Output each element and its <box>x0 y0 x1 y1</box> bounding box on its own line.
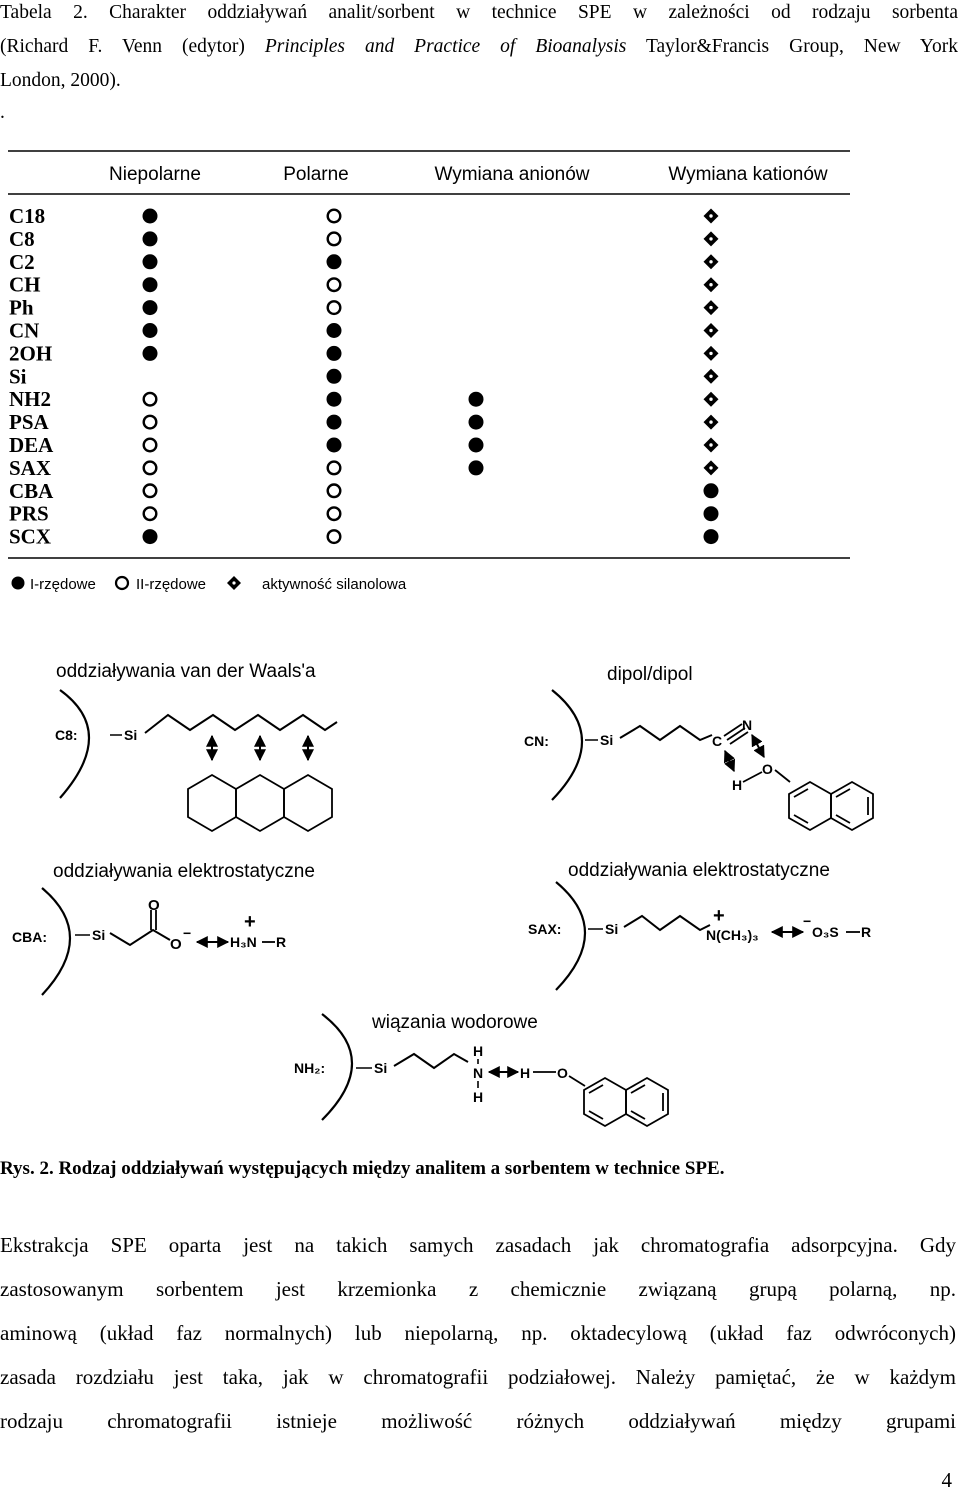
hbond-h-bottom: H <box>473 1089 484 1105</box>
primary-interaction-icon <box>143 209 158 224</box>
primary-interaction-icon <box>469 460 484 475</box>
silanol-icon-center <box>709 375 712 378</box>
dipole-si: Si <box>600 732 614 748</box>
row-label: SCX <box>9 524 52 549</box>
hbond-label: NH₂: <box>294 1060 326 1076</box>
caption-source-suffix: Taylor&Francis Group, New York <box>626 36 958 57</box>
dipole-chain <box>620 726 712 740</box>
electro-right-title: oddziaływania elektrostatyczne <box>568 860 830 881</box>
dipole-n: N <box>742 717 753 733</box>
primary-interaction-icon <box>469 415 484 430</box>
primary-interaction-icon <box>143 231 158 246</box>
secondary-interaction-icon <box>328 530 341 543</box>
table-caption-line-1: Tabela 2. Charakter oddziaływań analit/sorbent w technice SPE w zależności od rodzaju sorbenta <box>0 2 958 23</box>
vdw-anthracene-analyte <box>188 775 332 831</box>
column-header-niepolarne: Niepolarne <box>109 164 201 185</box>
hbond-h-mid: H <box>520 1065 531 1081</box>
silanol-icon-center <box>709 306 712 309</box>
electro-right-minus: − <box>803 913 812 929</box>
table-caption-line-3: London, 2000). <box>0 70 121 91</box>
secondary-interaction-icon <box>144 485 157 498</box>
electro-left-r: R <box>276 934 287 950</box>
vdw-title: oddziaływania van der Waals'a <box>56 661 316 682</box>
row-label: SAX <box>9 455 52 480</box>
silanol-icon-center <box>709 466 712 469</box>
electro-left-minus: − <box>183 925 192 941</box>
electro-left-si: Si <box>92 927 106 943</box>
row-label: CN <box>9 318 40 343</box>
primary-interaction-icon <box>704 483 719 498</box>
row-label: Si <box>9 364 27 389</box>
electro-right-plus: + <box>713 905 725 927</box>
primary-interaction-icon <box>327 369 342 384</box>
body-line-2: zastosowanym sorbentem jest krzemionka z chemicznie związaną grupą polarną, np. <box>0 1277 956 1301</box>
dipole-title: dipol/dipol <box>607 664 693 685</box>
figure-caption: Rys. 2. Rodzaj oddziaływań występujących między analitem a sorbentem w technice SPE. <box>0 1158 725 1179</box>
silanol-icon-center <box>709 443 712 446</box>
diagram-hbond <box>294 1012 668 1126</box>
legend-filled-circle-icon <box>12 577 25 590</box>
primary-interaction-icon <box>143 300 158 315</box>
legend-silanol-label: aktywność silanolowa <box>262 576 407 593</box>
body-line-5: rodzaju chromatografii istnieje możliwość różnych oddziaływań między grupami <box>0 1409 956 1433</box>
body-line-3: aminową (układ faz normalnych) lub niepolarną, np. oktadecylową (układ faz odwróconych) <box>0 1321 956 1345</box>
dipole-naphthol-analyte <box>789 782 873 830</box>
column-header-anion-exchange: Wymiana anionów <box>434 164 590 185</box>
primary-interaction-icon <box>469 392 484 407</box>
hbond-naphthol-analyte <box>584 1078 668 1126</box>
secondary-interaction-icon <box>328 485 341 498</box>
electro-right-r: R <box>861 924 872 940</box>
table-caption-line-2 <box>0 34 958 60</box>
silanol-icon-center <box>709 214 712 217</box>
electro-left-title: oddziaływania elektrostatyczne <box>53 861 315 882</box>
silanol-icon-center <box>709 398 712 401</box>
hbond-o: O <box>557 1065 568 1081</box>
primary-interaction-icon <box>143 323 158 338</box>
primary-interaction-icon <box>327 415 342 430</box>
electro-left-label: CBA: <box>12 929 47 945</box>
dipole-label: CN: <box>524 733 549 749</box>
row-label: PSA <box>9 410 49 435</box>
column-header-polarne: Polarne <box>283 164 349 185</box>
caption-book-title: Principles and Practice of Bioanalysis <box>264 36 627 57</box>
row-label: NH2 <box>9 387 51 412</box>
row-label: Ph <box>9 295 34 320</box>
legend-secondary-label: II-rzędowe <box>136 576 207 593</box>
vdw-alkyl-chain <box>145 715 337 733</box>
vdw-si: Si <box>124 727 138 743</box>
primary-interaction-icon <box>327 392 342 407</box>
body-line-1: Ekstrakcja SPE oparta jest na takich samych zasadach jak chromatografia adsorpcyjna. Gdy <box>0 1233 956 1257</box>
row-label: C2 <box>9 249 35 274</box>
secondary-interaction-icon <box>144 507 157 520</box>
table-body <box>9 204 719 549</box>
primary-interaction-icon <box>704 529 719 544</box>
hbond-n: N <box>473 1065 484 1081</box>
row-label: PRS <box>9 501 49 526</box>
electro-left-chain <box>110 930 170 945</box>
silanol-icon-center <box>709 420 712 423</box>
primary-interaction-icon <box>327 323 342 338</box>
row-label: CH <box>9 272 41 297</box>
primary-interaction-icon <box>327 254 342 269</box>
primary-interaction-icon <box>143 277 158 292</box>
secondary-interaction-icon <box>144 416 157 429</box>
row-label: DEA <box>9 433 54 457</box>
electro-left-amine: H₃N <box>230 934 257 950</box>
silanol-icon-center <box>709 352 712 355</box>
diagram-vdw <box>55 661 337 831</box>
vdw-label: C8: <box>55 727 78 743</box>
row-label: C18 <box>9 204 46 228</box>
page-number: 4 <box>941 1468 952 1492</box>
hbond-h-top: H <box>473 1043 484 1059</box>
primary-interaction-icon <box>704 506 719 521</box>
column-header-cation-exchange: Wymiana kationów <box>668 164 828 185</box>
secondary-interaction-icon <box>328 507 341 520</box>
row-label: CBA <box>9 478 54 503</box>
electro-right-si: Si <box>605 921 619 937</box>
primary-interaction-icon <box>143 346 158 361</box>
hbond-si: Si <box>374 1060 388 1076</box>
primary-interaction-icon <box>143 254 158 269</box>
electro-left-o-top: O <box>148 897 160 914</box>
electro-right-chain <box>624 916 710 930</box>
secondary-interaction-icon <box>144 462 157 475</box>
hbond-chain <box>394 1054 468 1068</box>
legend <box>12 576 407 593</box>
secondary-interaction-icon <box>144 439 157 452</box>
secondary-interaction-icon <box>328 462 341 475</box>
table-caption-dot: . <box>0 102 5 123</box>
dipole-h: H <box>732 777 743 793</box>
body-line-4: zasada rozdziału jest taka, jak w chromatografii podziałowej. Należy pamiętać, że w każdym <box>0 1365 956 1389</box>
vdw-surface-arc <box>60 690 89 798</box>
hbond-title: wiązania wodorowe <box>372 1012 538 1033</box>
dipole-o: O <box>762 761 773 777</box>
caption-source-prefix: (Richard F. Venn (edytor) <box>0 36 265 57</box>
secondary-interaction-icon <box>144 393 157 406</box>
secondary-interaction-icon <box>328 233 341 246</box>
legend-open-circle-icon <box>116 577 128 589</box>
silanol-icon-center <box>709 260 712 263</box>
dipole-arrow-left <box>725 751 734 771</box>
interaction-figure <box>0 130 960 1130</box>
electro-left-plus: + <box>244 911 256 933</box>
electro-left-o-minus: O <box>170 936 182 953</box>
electro-right-sulfonate: O₃S <box>812 924 839 940</box>
electro-right-ammonium: N(CH₃)₃ <box>706 927 759 943</box>
diagram-dipole <box>524 664 873 830</box>
legend-primary-label: I-rzędowe <box>30 576 96 593</box>
row-label: 2OH <box>9 341 53 366</box>
secondary-interaction-icon <box>328 278 341 291</box>
primary-interaction-icon <box>143 529 158 544</box>
diagram-electro-left <box>12 861 315 995</box>
primary-interaction-icon <box>327 438 342 453</box>
diagram-electro-right <box>528 860 871 990</box>
silanol-icon-center <box>709 283 712 286</box>
primary-interaction-icon <box>469 438 484 453</box>
silanol-icon-center <box>709 237 712 240</box>
secondary-interaction-icon <box>328 301 341 314</box>
secondary-interaction-icon <box>328 210 341 223</box>
primary-interaction-icon <box>327 346 342 361</box>
row-label: C8 <box>9 226 35 251</box>
dipole-arrow-right <box>752 735 764 757</box>
dipole-c: C <box>712 733 723 749</box>
silanol-icon-center <box>709 329 712 332</box>
dipole-surface-arc <box>552 690 582 800</box>
hbond-surface-arc <box>322 1014 352 1120</box>
electro-right-label: SAX: <box>528 921 562 937</box>
